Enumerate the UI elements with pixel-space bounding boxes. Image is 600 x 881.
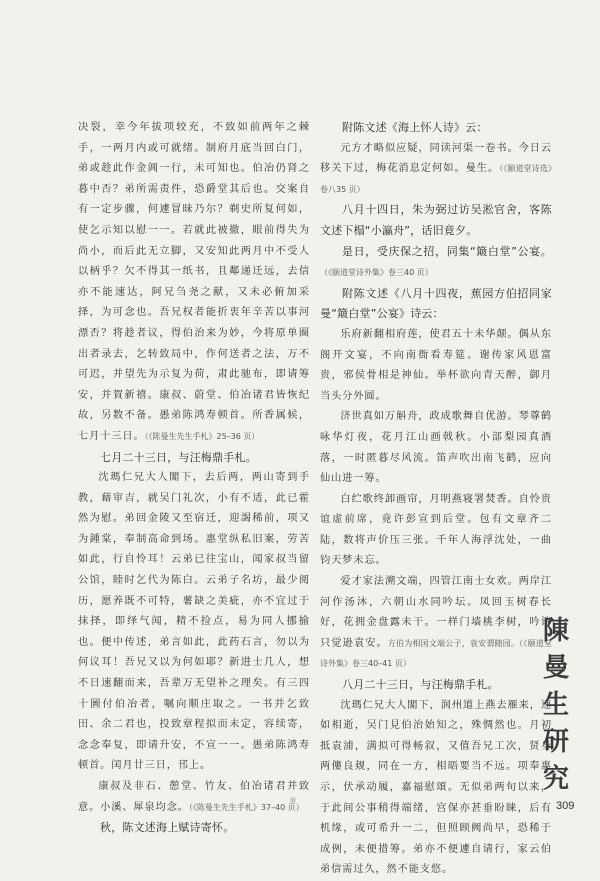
page-number: 309 xyxy=(556,800,575,812)
poem-stanza: 爱才家法溯文端，四管江南士女欢。两岸江河作汤沐，六朝山水同吟坛。凤回玉树春长好，花拥金盘露未干。一样门墙桃李树，吟诗只觉逊袁安。方伯为相国文端公子，袁安谓随园。（《颐道堂诗外集》卷三40–41 页） xyxy=(320,576,553,669)
seal-char: 陳 xyxy=(542,616,569,646)
poem-intro: 附陈文述《海上怀人诗》云： xyxy=(342,121,488,134)
poem-note: 方伯为相国文端公子，袁安谓随园。 xyxy=(387,638,520,648)
source-citation: （《陈曼生先生手札》25–36 页） xyxy=(144,431,260,441)
seal-calligraphy xyxy=(536,615,576,795)
poem-stanza: 白纻歌终卸画帘，月明燕寝署焚香。自怜贵谊虚前席，竟许彭宣到后堂。包有文章齐二陆，数将声价压三张。千年人海浮沈处，一曲钧天梦未忘。 xyxy=(320,493,552,567)
entry-heading: 七月二十三日，与汪梅鼎手札。 xyxy=(100,450,257,464)
letter-body: 沈瑪仁兄大人閣下，润州道上燕去雁来，速如相逝，吴门見伯治始知之，殊惆然也。月初抵袁浦，满拟可得畅叙，又值吾兄工次，贤身两僂良觌，同在一方，相晤要当不远。项奉惠示，伏承动履，嘉福慰頌。无似弟两旬以来，于此间公事稍得端绪，宫保亦甚垂盼睐，后有机缘，或可希升一二，但照顾阙尚早，恐稀于成例，未便措筹。弟亦不便遽自请行，家云伯弟信需过久，然不能支悠。 xyxy=(320,699,552,876)
source-citation: （《颐道堂诗外集》卷三40–41 页） xyxy=(320,638,553,669)
poem-intro: 附陈文述《八月十四夜，蕉园方伯招同家曼“簸白堂”公宴》诗云： xyxy=(320,286,552,321)
seal-char: 研 xyxy=(542,727,569,757)
letter-postscript: 康叔及非石、憩堂、竹友、伯冶诸君并致意。小溪、犀泉均念。（《陈曼生先生手札》37–40 页） xyxy=(78,781,310,813)
right-column xyxy=(320,118,552,881)
entry-heading: 秋，陈文述海上赋诗寄怀。 xyxy=(100,821,235,835)
entry-text: 是日，受庆保之招，同集“簸白堂”公宴。（《颐道堂诗外集》卷三40 页） xyxy=(320,244,552,278)
entry-heading: 八月二十三日，与汪梅鼎手札。 xyxy=(342,678,499,692)
source-citation: （《颐道堂诗选》卷八35 页） xyxy=(320,164,552,194)
entry-heading: 八月十四日，朱为弼过访吴淞官舍，客陈文述下榻“小瀛舟”，话旧竟夕。 xyxy=(320,203,552,237)
source-citation: （《陈曼生先生手札》37–40 页） xyxy=(188,802,304,812)
seal-char: 生 xyxy=(542,690,569,720)
poem-stanza: 济世真如万斛舟，政成歌舞自优游。琴尊鹤咏华灯夜，花月江山画戟秋。小部梨园真酒落，一时匿暮尽风流。笛声吹出南飞鹤，应向仙山进一筹。 xyxy=(320,411,552,485)
poem-text: 元方才略似应疑，同读河渠一卷书。今日云移关下过，梅花消息定何如。曼生。（《颐道堂诗选》卷八35 页） xyxy=(320,142,552,194)
poem-stanza: 乐府新翻相府莲，使君五十未华颠。偶从东阁开文宴，不向南衙看寿筵。谢传家风恩富贵，邪侯骨相是神仙。举杯欲向青天醉，御月当头分外圆。 xyxy=(320,328,552,402)
seal-char: 究 xyxy=(542,764,569,794)
letter-body: 沈瑪仁兄大人閣下，去后两，两山寄到手教，藉审吉，就吴门礼次，小有不适，此已霍然为慰。弟回金陵又至宿迁，迎謁稀前，项又为鍾棠，奉制高命到场。惠堂纵私旧案，劳苦如此，行自怜耳！云弟已往宝山，闻家叔当留公馆，睦时乞代为陈白。云弟子名坊，最少阅历，愿养既不可特，薯缺之美疵，亦不宜过于抹择，即绎气闻，精不捡点，易为同人挪揄也。便中传述，弟言如此，此药石言，勿以为何议耳！吾兄又以为何如耶？新进士几人，想不日速翻而来，吾辈万无望补之理矣。有三四十圖付伯冶者，嘱向顺庄取之。一书并乞致田、余二君也，投致章程拟而未定，容续寄，念念奉复，即请升安，不宣一一。愚弟陈鸿寿顿首。闰月廿三日，邗上。 xyxy=(78,472,310,772)
source-citation: （《颐道堂诗外集》卷三40 页） xyxy=(320,268,433,278)
letter-continuation: 决裂，幸今年拔项较充，不致如前两年之棘手，一两月内或可就绪。制府月底当回白门，弟或趁此作金阊一行，未可知也。伯冶仍肾之暮中否？弟所需责件，恐爵堂其后也。交案自有一定步骤，何遽冒昧乃尔？剃史所复何如，使乞示知以慰一一。若就此被撤，眼前得失为尚小，而后此无立脚，又安知此两月中不受人以柄乎？欠不得其一纸书，且鄰递迁远，去信亦不能速达，阿兄刍尧之献，又未必俯加采择，为可念也。吾兄权者能折衷年辛苦以事河漂否？将趁者议，得伯治来为妙，今将原单圈出者录去，乞转致局中，作何送者之法，万不可迟，并望先为示复为荷，肃此驰布，即请筹安，并賀新禧。康叔、蔚堂、伯冶诸君皆恢纪故，另数不备。愚弟陈鸿寿顿首。所香属候，七月十三日。（《陈曼生先生手札》25–36 页） xyxy=(78,122,310,442)
page-dot-ornament xyxy=(290,797,296,803)
left-column xyxy=(78,118,310,839)
seal-char: 曼 xyxy=(542,653,569,683)
